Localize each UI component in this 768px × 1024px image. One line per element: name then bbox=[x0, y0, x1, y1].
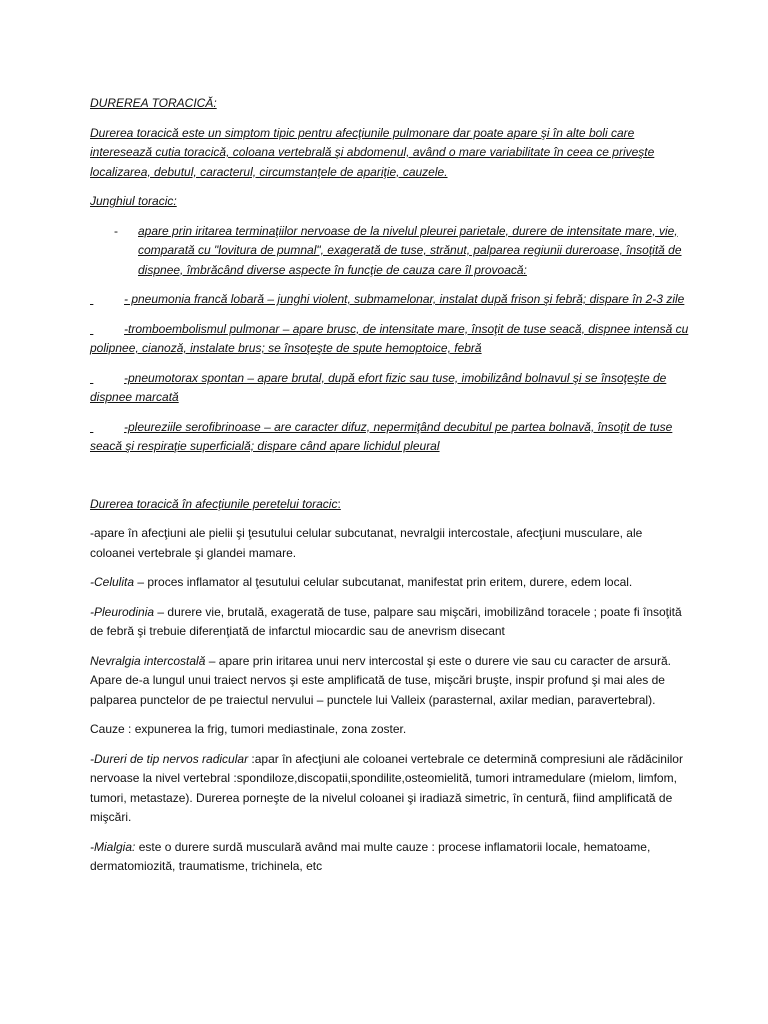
nevralgia-term: Nevralgia intercostală bbox=[90, 653, 206, 668]
junghi-bullet-text: apare prin iritarea terminaţiilor nervoase de la nivelul pleurei parietale, durere de intensitate mare, vie, comparată cu "lovitura de pumnal", exagerată de tuse, strănut, palparea regiunii dureroase, însoţită de dispnee, îmbrăcând diverse aspecte în funcţie de cauza care îl provoacă: bbox=[138, 223, 682, 277]
nevralgia-text: – apare prin iritarea unui nerv intercostal şi este o durere vie sau cu caracter de arsură. Apare de-a lungul unui traiect nervos şi este amplificată de tuse, mişcări bruşte, inspir profund şi mai ales de palparea punctelor de pe traiectul nervului – punctele lui Valleix (parasternal, axilar median, paravertebral). bbox=[90, 653, 671, 707]
junghi-heading bbox=[90, 192, 690, 212]
celulita-text: – proces inflamator al ţesutului celular subcutanat, manifestat prin eritem, durere, edem local. bbox=[134, 575, 633, 589]
cause-pleurezii bbox=[90, 418, 690, 457]
pleurodinia-paragraph bbox=[90, 603, 690, 642]
cause-pneumonia bbox=[90, 290, 690, 310]
perete-intro bbox=[90, 524, 690, 563]
perete-heading-text: Durerea toracică în afecţiunile peretelui toracic bbox=[90, 496, 338, 511]
perete-intro-text: -apare în afecţiuni ale pielii şi ţesutului celular subcutanat, nevralgii intercostale, afecţiuni musculare, ale coloanei vertebrale şi glandei mamare. bbox=[90, 526, 643, 560]
cause-text: -pleureziile serofibrinoase – are caracter difuz, nepermiţând decubitul pe partea bolnavă, însoţit de tuse seacă şi respiraţie superficială; dispare când apare lichidul pleural bbox=[90, 419, 673, 453]
junghi-bullet bbox=[90, 222, 690, 281]
cause-pneumotorax bbox=[90, 369, 690, 408]
indent-space bbox=[90, 320, 124, 340]
indent-space bbox=[90, 418, 124, 438]
mialgia-text: este o durere surdă musculară având mai multe cauze : procese inflamatorii locale, hematoame, dermatomiozită, traumatisme, trichinela, etc bbox=[90, 839, 651, 873]
cause-text: - pneumonia francă lobară – junghi violent, submamelonar, instalat după frison şi febră; dispare în 2-3 zile bbox=[124, 292, 685, 306]
radicular-text: :apar în afecţiuni ale coloanei vertebrale ce determină compresiuni ale rădăcinilor nervoase la nivel vertebral :spondiloze,discopatii,spondilite,osteomielită, tumori intramedulare (mielom, limfom, tumori, metastaze). Durerea porneşte de la nivelul coloanei şi iradiază simetric, în centură, fiind amplificată de mişcări. bbox=[90, 751, 683, 824]
radicular-term: -Dureri de tip nervos radicular bbox=[90, 751, 249, 766]
indent-space bbox=[90, 369, 124, 389]
intro-text: Durerea toracică este un simptom tipic pentru afecţiunile pulmonare dar poate apare şi în alte boli care interesează cutia toracică, coloana vertebrală şi abdomenul, având o mare variabilitate în ceea ce priveşte localizarea, debutul, caracterul, circumstanţele de apariţie, cauzele. bbox=[90, 125, 655, 179]
cauze-text: Cauze : expunerea la frig, tumori mediastinale, zona zoster. bbox=[90, 722, 407, 736]
celulita-paragraph bbox=[90, 573, 690, 593]
intro-paragraph bbox=[90, 124, 690, 183]
pleurodinia-term: -Pleurodinia bbox=[90, 604, 155, 619]
section-spacer bbox=[90, 467, 690, 495]
perete-heading bbox=[90, 495, 690, 515]
document-title bbox=[90, 94, 690, 114]
bullet-dash: - bbox=[114, 223, 118, 238]
junghi-heading-text: Junghiul toracic: bbox=[90, 194, 177, 208]
celulita-term: -Celulita bbox=[90, 575, 135, 589]
cause-tromboembolism bbox=[90, 320, 690, 359]
radicular-paragraph bbox=[90, 750, 690, 828]
perete-heading-colon: : bbox=[337, 496, 341, 511]
nevralgia-paragraph bbox=[90, 652, 690, 711]
cause-text: -pneumotorax spontan – apare brutal, după efort fizic sau tuse, imobilizând bolnavul şi se însoţeşte de dispnee marcată bbox=[90, 370, 667, 404]
mialgia-paragraph bbox=[90, 838, 690, 877]
document-page bbox=[90, 94, 690, 887]
cauze-paragraph bbox=[90, 720, 690, 740]
indent-space bbox=[90, 290, 124, 310]
mialgia-term: -Mialgia: bbox=[90, 839, 136, 854]
cause-text: -tromboembolismul pulmonar – apare brusc, de intensitate mare, însoţit de tuse seacă, dispnee intensă cu polipnee, cianoză, instalate brus; se însoţeşte de spute hemoptoice, febră bbox=[90, 321, 689, 355]
title-text: DUREREA TORACICĂ: bbox=[90, 96, 217, 110]
pleurodinia-text: – durere vie, brutală, exagerată de tuse, palpare sau mişcări, imobilizând toracele ; poate fi însoţită de febră şi trebuie diferenţiată de infarctul miocardic sau de anevrism disecant bbox=[90, 604, 682, 638]
